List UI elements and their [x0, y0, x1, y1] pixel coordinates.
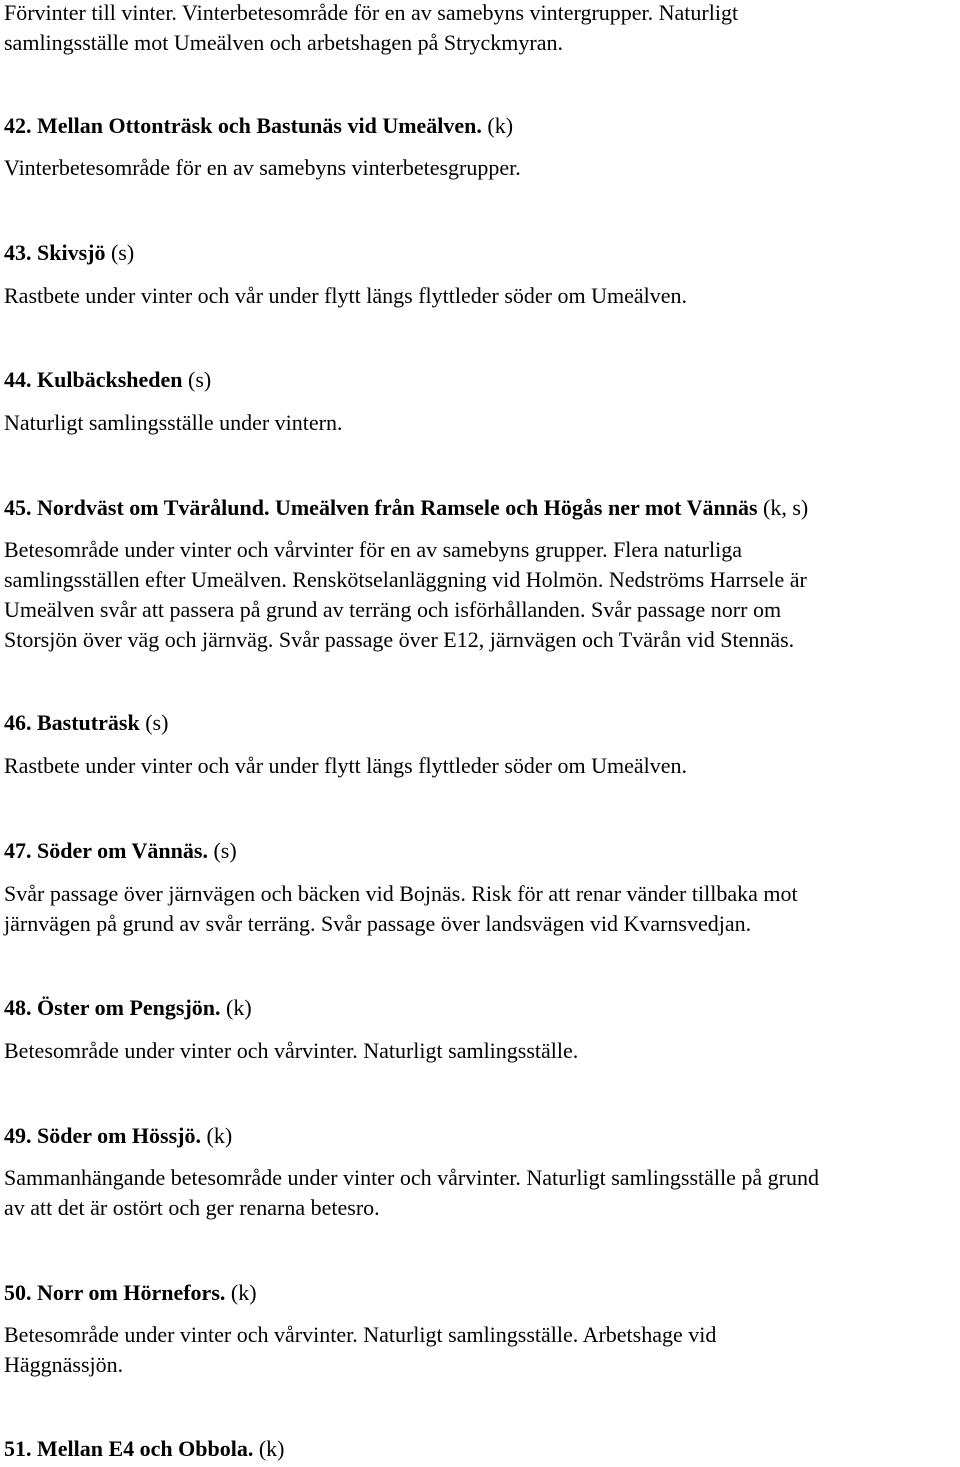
entry-heading-48 — [4, 993, 252, 1023]
entry-number: 44. — [4, 367, 32, 392]
entry-text-44-1: Naturligt samlingsställe under vintern. — [4, 410, 343, 435]
entry-text-45-2: samlingsställen efter Umeälven. Renskötselanläggning vid Holmön. Nedströms Harrsele är — [4, 567, 807, 592]
entry-code: (s) — [182, 367, 212, 392]
entry-text-47-2: järnvägen på grund av svår terräng. Svår passage över landsvägen vid Kvarnsvedjan. — [4, 911, 752, 936]
intro-line-1: Förvinter till vinter. Vinterbetesområde för en av samebyns vintergrupper. Naturligt — [4, 0, 739, 25]
entry-text-45-4: Storsjön över väg och järnväg. Svår passage över E12, järnvägen och Tvärån vid Stennäs. — [4, 627, 795, 652]
entry-text-43-1: Rastbete under vinter och vår under flytt längs flyttleder söder om Umeälven. — [4, 283, 688, 308]
entry-code: (s) — [207, 838, 237, 863]
entry-heading-47 — [4, 836, 237, 866]
entry-code: (s) — [105, 240, 135, 265]
entry-number: 48. — [4, 995, 32, 1020]
entry-text-50-2: Häggnässjön. — [4, 1352, 124, 1377]
entry-number: 42. — [4, 113, 32, 138]
entry-number: 51. — [4, 1436, 32, 1461]
entry-title: Nordväst om Tvärålund. Umeälven från Ramsele och Högås ner mot Vännäs — [31, 495, 758, 520]
entry-text-46-1: Rastbete under vinter och vår under flytt längs flyttleder söder om Umeälven. — [4, 753, 688, 778]
entry-number: 47. — [4, 838, 32, 863]
entry-text-50-1: Betesområde under vinter och vårvinter. Naturligt samlingsställe. Arbetshage vid — [4, 1322, 717, 1347]
entry-heading-44 — [4, 365, 211, 395]
entry-heading-46 — [4, 708, 168, 738]
entry-code: (k) — [253, 1436, 285, 1461]
intro-line-2: samlingsställe mot Umeälven och arbetshagen på Stryckmyran. — [4, 30, 564, 55]
entry-text-42-1: Vinterbetesområde för en av samebyns vinterbetesgrupper. — [4, 155, 521, 180]
entry-number: 43. — [4, 240, 32, 265]
entry-heading-45 — [4, 493, 808, 523]
entry-title: Norr om Hörnefors. — [31, 1280, 226, 1305]
entry-code: (k) — [225, 1280, 257, 1305]
entry-title: Mellan E4 och Obbola. — [31, 1436, 254, 1461]
entry-number: 50. — [4, 1280, 32, 1305]
entry-number: 46. — [4, 710, 32, 735]
entry-code: (s) — [139, 710, 169, 735]
entry-title: Skivsjö — [31, 240, 106, 265]
entry-title: Öster om Pengsjön. — [31, 995, 221, 1020]
entry-code: (k) — [220, 995, 252, 1020]
entry-title: Söder om Hössjö. — [31, 1123, 201, 1148]
entry-title: Mellan Ottonträsk och Bastunäs vid Umeälven. — [31, 113, 482, 138]
entry-text-48-1: Betesområde under vinter och vårvinter. Naturligt samlingsställe. — [4, 1038, 579, 1063]
entry-number: 45. — [4, 495, 32, 520]
entry-text-49-2: av att det är ostört och ger renarna betesro. — [4, 1195, 380, 1220]
entry-title: Bastuträsk — [31, 710, 140, 735]
entry-heading-42 — [4, 111, 513, 141]
entry-text-49-1: Sammanhängande betesområde under vinter och vårvinter. Naturligt samlingsställe på grund — [4, 1165, 819, 1190]
entry-title: Söder om Vännäs. — [31, 838, 208, 863]
entry-heading-43 — [4, 238, 134, 268]
entry-text-45-1: Betesområde under vinter och vårvinter för en av samebyns grupper. Flera naturliga — [4, 537, 742, 562]
entry-text-47-1: Svår passage över järnvägen och bäcken vid Bojnäs. Risk för att renar vänder tillbaka mot — [4, 881, 798, 906]
entry-heading-50 — [4, 1278, 257, 1308]
entry-code: (k, s) — [757, 495, 809, 520]
entry-heading-49 — [4, 1121, 232, 1151]
entry-code: (k) — [201, 1123, 233, 1148]
entry-text-45-3: Umeälven svår att passera på grund av terräng och isförhållanden. Svår passage norr om — [4, 597, 782, 622]
entry-number: 49. — [4, 1123, 32, 1148]
entry-code: (k) — [481, 113, 514, 138]
entry-title: Kulbäcksheden — [31, 367, 183, 392]
entry-heading-51 — [4, 1434, 285, 1464]
